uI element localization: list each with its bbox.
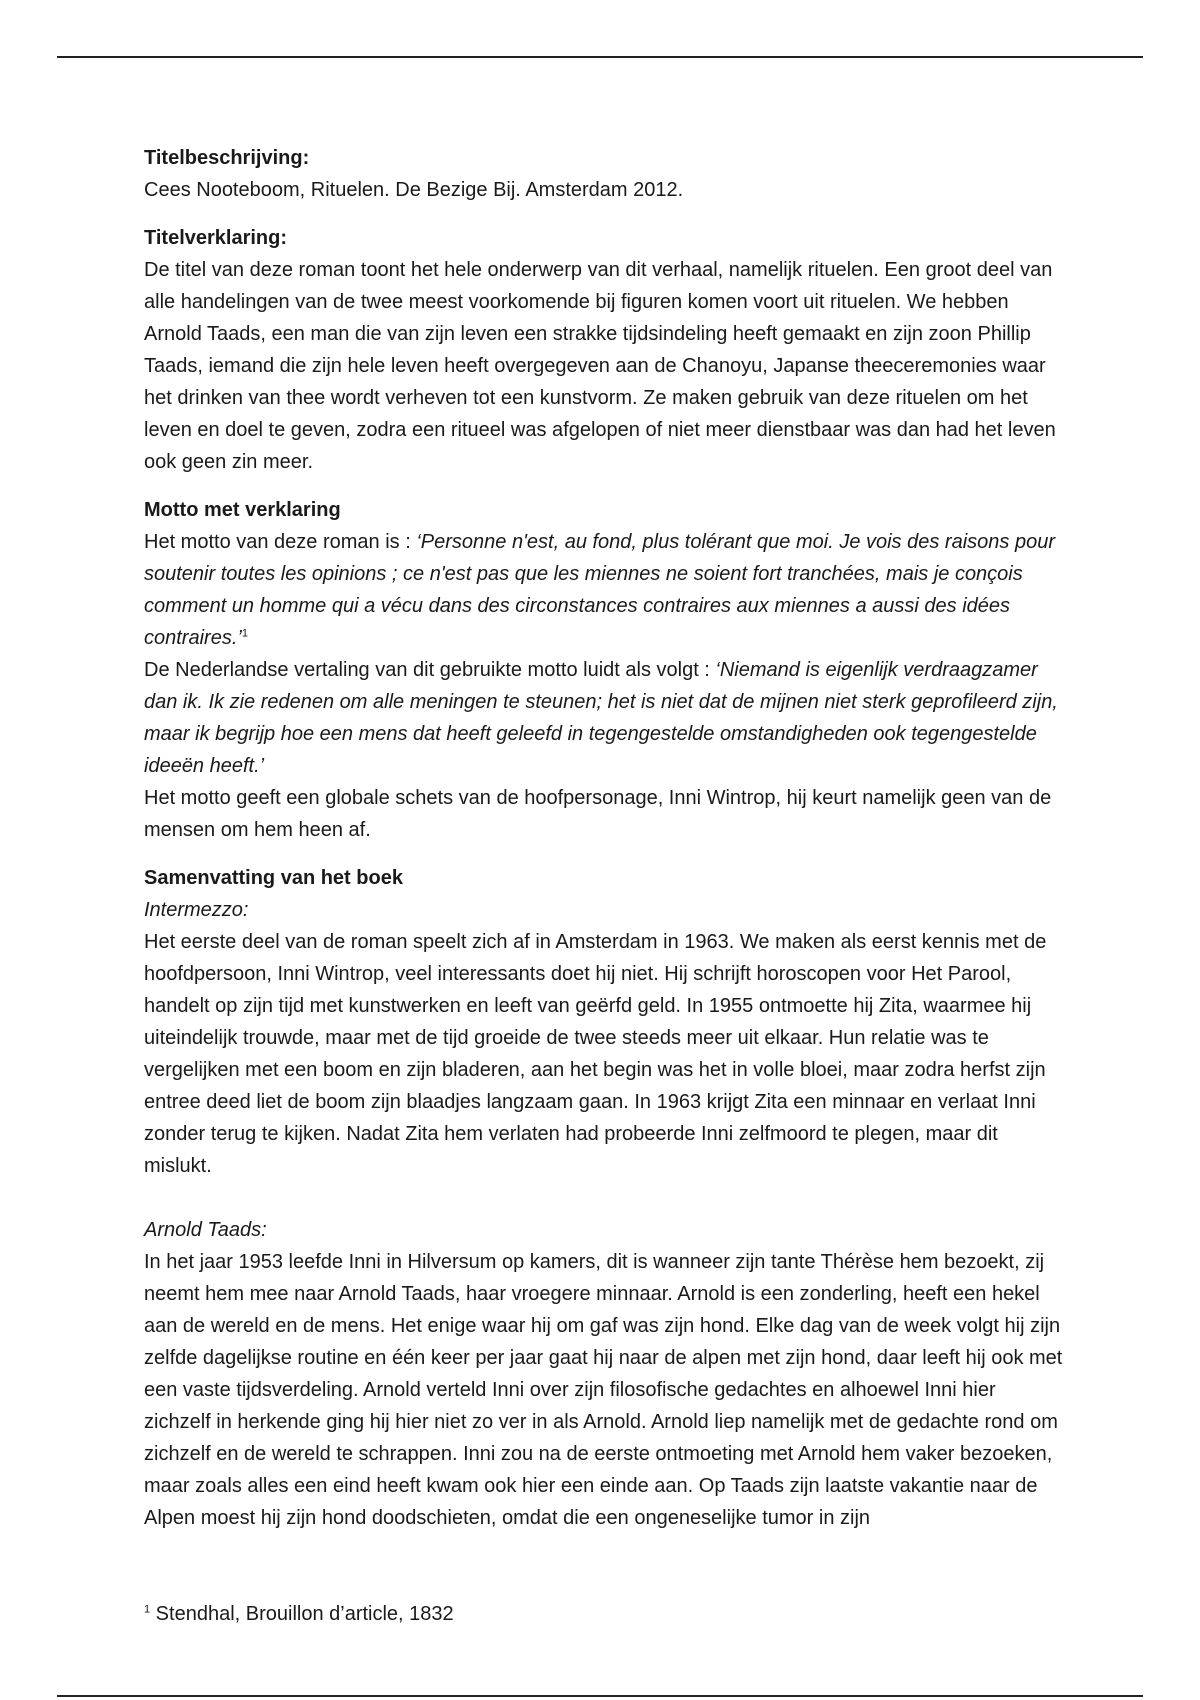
- document-body: [144, 142, 1064, 1550]
- section-motto: [144, 494, 1064, 846]
- motto-quote-dutch: ‘Niemand is eigenlijk verdraagzamer dan ik. Ik zie redenen om alle meningen te steunen; het is niet dat de mijnen niet sterk geprofileerd zijn, maar ik begrijp hoe een mens dat heeft geleefd in tegengestelde omstandigheden ook tegengestelde ideeën heeft.’: [144, 659, 1058, 777]
- heading-titelverklaring: Titelverklaring:: [144, 227, 288, 249]
- heading-titelbeschrijving: Titelbeschrijving:: [144, 147, 310, 169]
- motto-quote-french: ‘Personne n'est, au fond, plus tolérant que moi. Je vois des raisons pour soutenir toutes les opinions ; ce n'est pas que les miennes ne soient fort tranchées, mais je conçois comment un homme qui a vécu dans des circonstances contraires aux miennes a aussi des idées contraires.’: [144, 531, 1055, 649]
- motto-translation-paragraph: [144, 654, 1064, 782]
- subheading-arnold-taads: Arnold Taads:: [144, 1219, 267, 1241]
- footnote: [144, 1598, 454, 1630]
- motto-translation-intro: De Nederlandse vertaling van dit gebruikte motto luidt als volgt :: [144, 659, 716, 681]
- motto-intro: Het motto van deze roman is :: [144, 531, 417, 553]
- titelbeschrijving-text: Cees Nooteboom, Rituelen. De Bezige Bij. Amsterdam 2012.: [144, 179, 684, 201]
- header-rule: [57, 56, 1143, 58]
- motto-paragraph: [144, 526, 1064, 654]
- footer-rule: [57, 1695, 1143, 1697]
- motto-explanation: Het motto geeft een globale schets van de hoofpersonage, Inni Wintrop, hij keurt namelijk geen van de mensen om hem heen af.: [144, 787, 1052, 841]
- heading-samenvatting: Samenvatting van het boek: [144, 867, 403, 889]
- intermezzo-text: Het eerste deel van de roman speelt zich af in Amsterdam in 1963. We maken als eerst kennis met de hoofdpersoon, Inni Wintrop, veel interessants doet hij niet. Hij schrijft horoscopen voor Het Parool, handelt op zijn tijd met kunstwerken en leeft van geërfd geld. In 1955 ontmoette hij Zita, waarmee hij uiteindelijk trouwde, maar met de tijd groeide de twee steeds meer uit elkaar. Hun relatie was te vergelijken met een boom en zijn bladeren, aan het begin was het in volle bloei, maar zodra herfst zijn entree deed liet de boom zijn blaadjes langzaam gaan. In 1963 krijgt Zita een minnaar en verlaat Inni zonder terug te kijken. Nadat Zita hem verlaten had probeerde Inni zelfmoord te plegen, maar dit mislukt.: [144, 931, 1047, 1177]
- footnote-reference: 1: [241, 627, 248, 640]
- heading-motto: Motto met verklaring: [144, 499, 341, 521]
- section-titelbeschrijving: [144, 142, 1064, 206]
- arnold-taads-text: In het jaar 1953 leefde Inni in Hilversum op kamers, dit is wanneer zijn tante Thérèse hem bezoekt, zij neemt hem mee naar Arnold Taads, haar vroegere minnaar. Arnold is een zonderling, heeft een hekel aan de wereld en de mens. Het enige waar hij om gaf was zijn hond. Elke dag van de week volgt hij zijn zelfde dagelijkse routine en één keer per jaar gaat hij naar de alpen met zijn hond, daar leeft hij ook met een vaste tijdsverdeling. Arnold verteld Inni over zijn filosofische gedachtes en alhoewel Inni hier zichzelf in herkende ging hij hier niet zo ver in als Arnold. Arnold liep namelijk met de gedachte rond om zichzelf en de wereld te schrappen. Inni zou na de eerste ontmoeting met Arnold hem vaker bezoeken, maar zoals alles een eind heeft kwam ook hier een einde aan. Op Taads zijn laatste vakantie naar de Alpen moest hij zijn hond doodschieten, omdat die een ongeneselijke tumor in zijn: [144, 1251, 1063, 1529]
- footnote-text: Stendhal, Brouillon d’article, 1832: [150, 1603, 454, 1625]
- section-samenvatting: [144, 862, 1064, 1534]
- titelverklaring-text: De titel van deze roman toont het hele onderwerp van dit verhaal, namelijk rituelen. Een groot deel van alle handelingen van de twee meest voorkomende bij figuren komen voort uit rituelen. We hebben Arnold Taads, een man die van zijn leven een strakke tijdsindeling heeft gemaakt en zijn zoon Phillip Taads, iemand die zijn hele leven heeft overgegeven aan de Chanoyu, Japanse theeceremonies waar het drinken van thee wordt verheven tot een kunstvorm. Ze maken gebruik van deze rituelen om het leven en doel te geven, zodra een ritueel was afgelopen of niet meer dienstbaar was dan had het leven ook geen zin meer.: [144, 259, 1056, 473]
- footnote-mark: 1: [144, 1603, 151, 1616]
- paragraph-spacer: [144, 1182, 1064, 1214]
- section-titelverklaring: [144, 222, 1064, 478]
- subheading-intermezzo: Intermezzo:: [144, 899, 249, 921]
